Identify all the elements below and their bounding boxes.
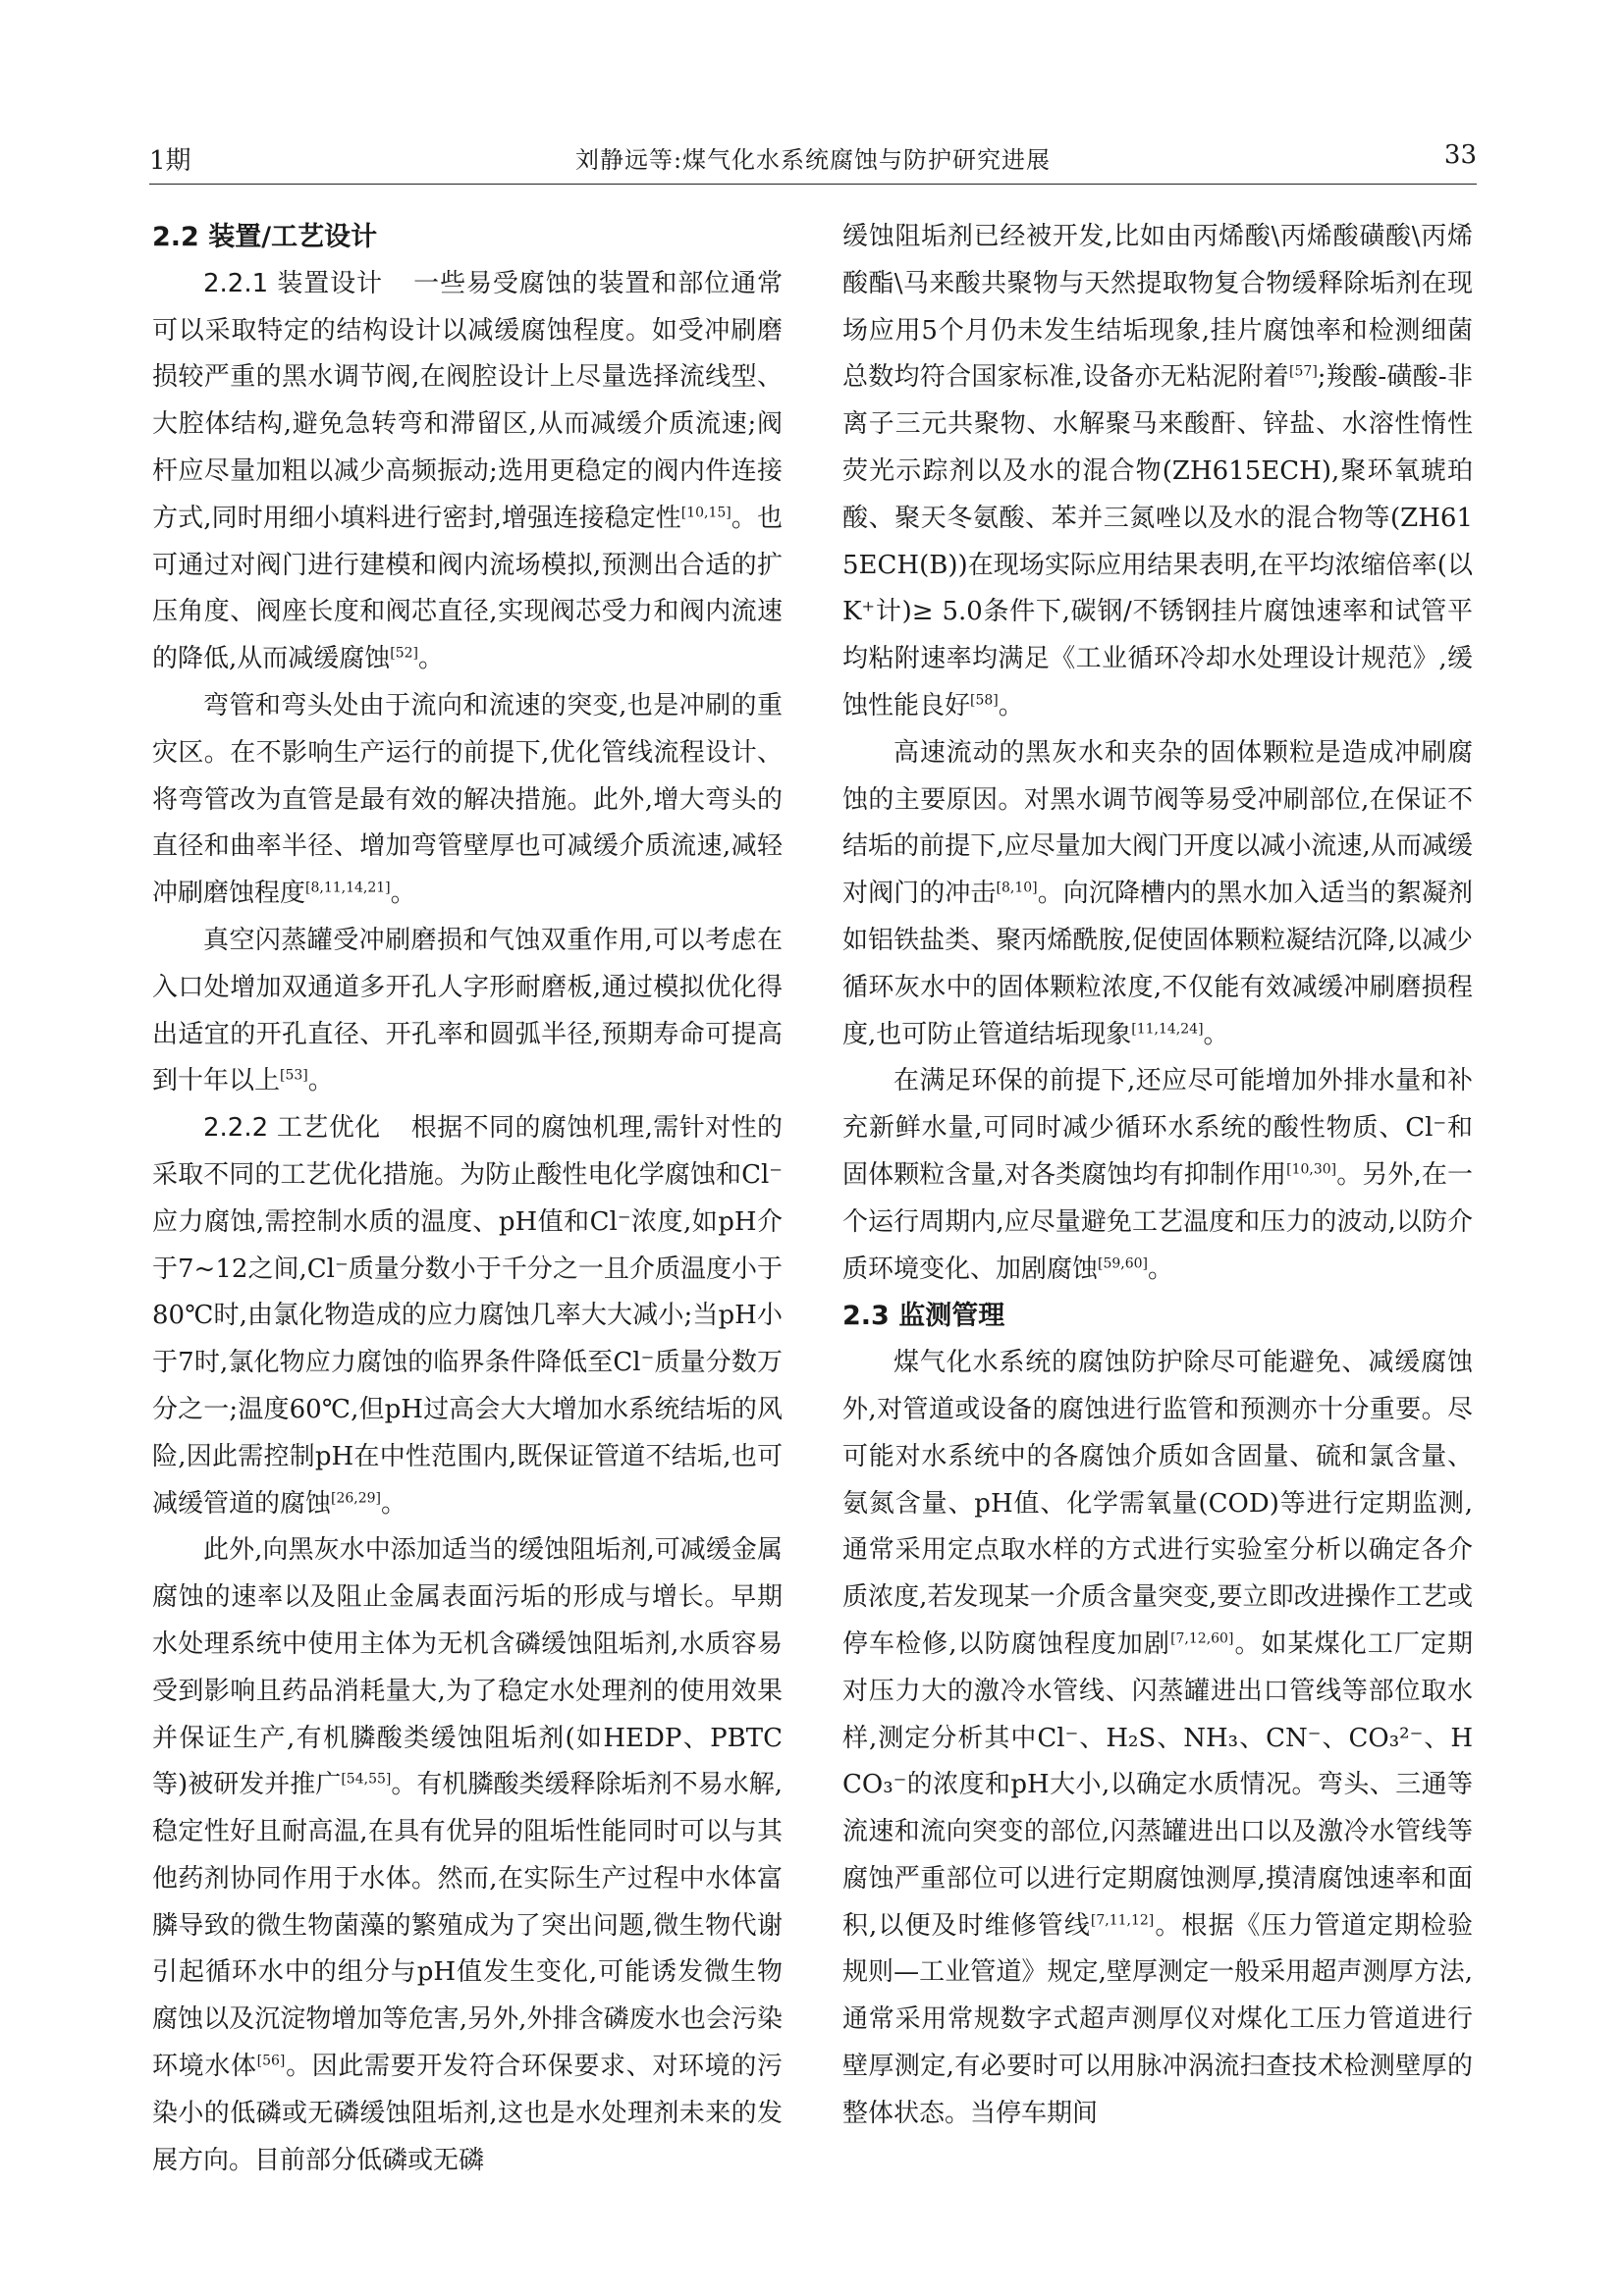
page-number: 33 — [1443, 140, 1477, 170]
paragraph-process-optimization: 2.2.2 工艺优化 根据不同的腐蚀机理,需针对性的采取不同的工艺优化措施。为防止酸性电化学腐蚀和Cl⁻应力腐蚀,需控制水质的温度、pH值和Cl⁻浓度,如pH介于7~12之间,Cl⁻质量分数小于千分之一且介质温度小于80℃时,由氯化物造成的应力腐蚀几率大大减小;当pH小于7时,氯化物应力腐蚀的临界条件降低至Cl⁻质量分数万分之一;温度60℃,但pH过高会大大增加水系统结垢的风险,因此需控制pH在中性范围内,既保证管道不结垢,也可减缓管道的腐蚀[26,29]。 — [152, 1113, 783, 1519]
section-heading-2-2: 2.2 装置/工艺设计 — [152, 222, 378, 252]
citation: [8,10] — [996, 880, 1038, 896]
citation: [54,55] — [341, 1771, 392, 1788]
issue-label: 1期 — [149, 146, 191, 176]
citation: [59,60] — [1098, 1255, 1149, 1271]
paragraph-flash-tank: 真空闪蒸罐受冲刷磨损和气蚀双重作用,可以考虑在入口处增加双通道多开孔人字形耐磨板,通过模拟优化得出适宜的开孔直径、开孔率和圆弧半径,预期寿命可提高到十年以上[53]。 — [152, 925, 783, 1096]
subsection-label-2-2-2: 2.2.2 工艺优化 — [203, 1113, 381, 1144]
citation: [56] — [256, 2053, 286, 2069]
citation: [11,14,24] — [1131, 1020, 1204, 1037]
citation: [7,11,12] — [1090, 1912, 1155, 1929]
paragraph-inhibitors-continued: 缓蚀阻垢剂已经被开发,比如由丙烯酸\丙烯酸磺酸\丙烯酸酯\马来酸共聚物与天然提取物复合物缓释除垢剂在现场应用5个月仍未发生结垢现象,挂片腐蚀率和检测细菌总数均符合国家标准,设备亦无粘泥附着[57];羧酸-磺酸-非离子三元共聚物、水解聚马来酸酐、锌盐、水溶性惰性荧光示踪剂以及水的混合物(ZH615ECH),聚环氧琥珀酸、聚天冬氨酸、苯并三氮唑以及水的混合物等(ZH615ECH(B))在现场实际应用结果表明,在平均浓缩倍率(以K⁺计)≥ 5.0条件下,碳钢/不锈钢挂片腐蚀速率和试管平均粘附速率均满足《工业循环冷却水处理设计规范》,缓蚀性能良好[58]。 — [842, 222, 1473, 721]
header-rule — [149, 184, 1477, 185]
right-column — [842, 214, 1473, 2197]
citation: [53] — [280, 1067, 308, 1084]
citation: [26,29] — [331, 1489, 382, 1506]
subsection-label-2-2-1: 2.2.1 装置设计 — [203, 268, 383, 298]
paragraph-water-discharge: 在满足环保的前提下,还应尽可能增加外排水量和补充新鲜水量,可同时减少循环水系统的酸性物质、Cl⁻和固体颗粒含量,对各类腐蚀均有抑制作用[10,30]。另外,在一个运行周期内,应尽量避免工艺温度和压力的波动,以防介质环境变化、加剧腐蚀[59,60]。 — [842, 1066, 1473, 1284]
paragraph-erosion: 高速流动的黑灰水和夹杂的固体颗粒是造成冲刷腐蚀的主要原因。对黑水调节阀等易受冲刷部位,在保证不结垢的前提下,应尽量加大阀门开度以减小流速,从而减缓对阀门的冲击[8,10]。向沉降槽内的黑水加入适当的絮凝剂如铝铁盐类、聚丙烯酰胺,促使固体颗粒凝结沉降,以减少循环灰水中的固体颗粒浓度,不仅能有效减缓冲刷磨损程度,也可防止管道结垢现象[11,14,24]。 — [842, 737, 1473, 1049]
citation: [8,11,14,21] — [305, 880, 391, 896]
running-title: 刘静远等:煤气化水系统腐蚀与防护研究进展 — [574, 146, 1052, 174]
citation: [57] — [1289, 363, 1318, 380]
paragraph-device-design: 2.2.1 装置设计 一些易受腐蚀的装置和部位通常可以采取特定的结构设计以减缓腐蚀程度。如受冲刷磨损较严重的黑水调节阀,在阀腔设计上尽量选择流线型、大腔体结构,避免急转弯和滞留区,从而减缓介质流速;阀杆应尽量加粗以减少高频振动;选用更稳定的阀内件连接方式,同时用细小填料进行密封,增强连接稳定性[10,15]。也可通过对阀门进行建模和阀内流场模拟,预测出合适的扩压角度、阀座长度和阀芯直径,实现阀芯受力和阀内流速的降低,从而减缓腐蚀[52]。 — [152, 268, 783, 674]
citation: [10,30] — [1286, 1161, 1337, 1178]
paragraph-monitoring: 煤气化水系统的腐蚀防护除尽可能避免、减缓腐蚀外,对管道或设备的腐蚀进行监管和预测亦十分重要。尽可能对水系统中的各腐蚀介质如含固量、硫和氯含量、氨氮含量、pH值、化学需氧量(COD)等进行定期监测,通常采用定点取水样的方式进行实验室分析以确定各介质浓度,若发现某一介质含量突变,要立即改进操作工艺或停车检修,以防腐蚀程度加剧[7,12,60]。如某煤化工厂定期对压力大的激冷水管线、闪蒸罐进出口管线等部位取水样,测定分析其中Cl⁻、H₂S、NH₃、CN⁻、CO₃²⁻、HCO₃⁻的浓度和pH大小,以确定水质情况。弯头、三通等流速和流向突变的部位,闪蒸罐进出口以及激冷水管线等腐蚀严重部位可以进行定期腐蚀测厚,摸清腐蚀速率和面积,以便及时维修管线[7,11,12]。根据《压力管道定期检验规则—工业管道》规定,壁厚测定一般采用超声测厚方法,通常采用常规数字式超声测厚仪对煤化工压力管道进行壁厚测定,有必要时可以用脉冲涡流扫查技术检测壁厚的整体状态。当停车期间 — [842, 1348, 1473, 2128]
section-heading-2-3: 2.3 监测管理 — [842, 1301, 1005, 1332]
citation: [52] — [390, 645, 419, 662]
citation: [10,15] — [680, 505, 731, 521]
running-header — [149, 140, 1477, 189]
paragraph-elbows: 弯管和弯头处由于流向和流速的突变,也是冲刷的重灾区。在不影响生产运行的前提下,优化管线流程设计、将弯管改为直管是最有效的解决措施。此外,增大弯头的直径和曲率半径、增加弯管壁厚也可减缓介质流速,减轻冲刷磨蚀程度[8,11,14,21]。 — [152, 690, 783, 909]
citation: [7,12,60] — [1170, 1630, 1234, 1647]
paragraph-inhibitors: 此外,向黑灰水中添加适当的缓蚀阻垢剂,可减缓金属腐蚀的速率以及阻止金属表面污垢的形成与增长。早期水处理系统中使用主体为无机含磷缓蚀阻垢剂,水质容易受到影响且药品消耗量大,为了稳定水处理剂的使用效果并保证生产,有机膦酸类缓蚀阻垢剂(如HEDP、PBTC等)被研发并推广[54,55]。有机膦酸类缓释除垢剂不易水解,稳定性好且耐高温,在具有优异的阻垢性能同时可以与其他药剂协同作用于水体。然而,在实际生产过程中水体富膦导致的微生物菌藻的繁殖成为了突出问题,微生物代谢引起循环水中的组分与pH值发生变化,可能诱发微生物腐蚀以及沉淀物增加等危害,另外,外排含磷废水也会污染环境水体[56]。因此需要开发符合环保要求、对环境的污染小的低磷或无磷缓蚀阻垢剂,这也是水处理剂未来的发展方向。目前部分低磷或无磷 — [152, 1535, 783, 2175]
left-column — [152, 214, 783, 2197]
citation: [58] — [970, 692, 999, 709]
